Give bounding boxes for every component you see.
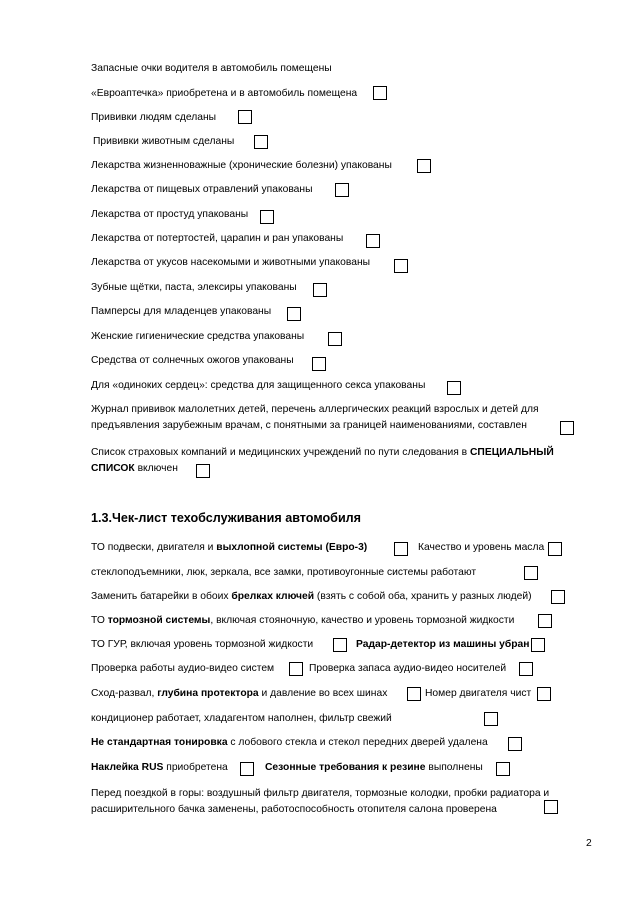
journal-line-1: Журнал прививок малолетних детей, перечень аллергических реакций взрослых и детей для	[91, 404, 539, 415]
checkbox-vital-medicines[interactable]	[417, 159, 431, 173]
service-row-6-media: Проверка запаса аудио-видео носителей	[309, 663, 507, 674]
journal-line-2: предъявления зарубежным врачам, с понятными за границей наименованиями, составлен	[91, 420, 527, 431]
checkbox-power-steering[interactable]	[333, 638, 347, 652]
checkbox-insurance[interactable]	[196, 464, 210, 478]
checkbox-key-batteries[interactable]	[551, 590, 565, 604]
service-row-1-oil: Качество и уровень масла	[418, 542, 545, 553]
checkbox-oil[interactable]	[548, 542, 562, 556]
service-row-2: стеклоподъемники, люк, зеркала, все замки, противоугонные системы работают	[91, 567, 477, 578]
service-row-5: ТО ГУР, включая уровень тормозной жидкости	[91, 639, 314, 650]
service-row-9: Не стандартная тонировка с лобового стекла и стекол передних дверей удалена	[91, 737, 488, 748]
item-toothbrushes: Зубные щётки, паста, элексиры упакованы	[91, 282, 297, 293]
service-row-1: ТО подвески, двигателя и выхлопной системы (Евро-3)	[91, 542, 368, 553]
checkbox-wound-meds[interactable]	[366, 234, 380, 248]
checkbox-brakes[interactable]	[538, 614, 552, 628]
service-row-10-tires: Сезонные требования к резине выполнены	[265, 762, 483, 773]
service-row-10: Наклейка RUS приобретена	[91, 762, 228, 773]
checkbox-vaccinations-animals[interactable]	[254, 135, 268, 149]
item-diapers: Памперсы для младенцев упакованы	[91, 306, 272, 317]
checkbox-audio-video[interactable]	[289, 662, 303, 676]
checkbox-engine-number[interactable]	[537, 687, 551, 701]
service-row-3: Заменить батарейки в обоих брелках ключей (взять с собой оба, хранить у разных людей)	[91, 591, 532, 602]
item-spare-glasses: Запасные очки водителя в автомобиль помещены	[91, 63, 332, 74]
item-sunburn: Средства от солнечных ожогов упакованы	[91, 355, 294, 366]
checkbox-hygiene[interactable]	[328, 332, 342, 346]
checkbox-cold-meds[interactable]	[260, 210, 274, 224]
checkbox-diapers[interactable]	[287, 307, 301, 321]
service-row-6: Проверка работы аудио-видео систем	[91, 663, 275, 674]
checkbox-alignment[interactable]	[407, 687, 421, 701]
service-row-7: Сход-развал, глубина протектора и давление во всех шинах	[91, 688, 388, 699]
checkbox-sunburn[interactable]	[312, 357, 326, 371]
checkbox-mountains[interactable]	[544, 800, 558, 814]
checkbox-tires[interactable]	[496, 762, 510, 776]
checkbox-bite-meds[interactable]	[394, 259, 408, 273]
checkbox-vaccinations-people[interactable]	[238, 110, 252, 124]
checkbox-food-poisoning-meds[interactable]	[335, 183, 349, 197]
checkbox-first-aid-kit[interactable]	[373, 86, 387, 100]
checkbox-tinting[interactable]	[508, 737, 522, 751]
item-wound-meds: Лекарства от потертостей, царапин и ран упакованы	[91, 233, 344, 244]
checkbox-journal[interactable]	[560, 421, 574, 435]
item-vaccinations-animals: Прививки животным сделаны	[93, 136, 235, 147]
item-cold-meds: Лекарства от простуд упакованы	[91, 209, 249, 220]
service-row-4: ТО тормозной системы, включая стояночную, качество и уровень тормозной жидкости	[91, 615, 515, 626]
item-first-aid-kit: «Евроаптечка» приобретена и в автомобиль помещена	[91, 88, 358, 99]
item-vital-medicines: Лекарства жизненноважные (хронические болезни) упакованы	[91, 160, 392, 171]
service-row-5-radar: Радар-детектор из машины убран	[356, 639, 530, 650]
service-row-11-line-1: Перед поездкой в горы: воздушный фильтр двигателя, тормозные колодки, пробки радиатора и	[91, 788, 550, 799]
service-row-7-engine: Номер двигателя чист	[425, 688, 532, 699]
checkbox-toothbrushes[interactable]	[313, 283, 327, 297]
checkbox-rus-sticker[interactable]	[240, 762, 254, 776]
insurance-line-2: СПИСОК включен	[91, 463, 178, 474]
section-title: 1.3.Чек-лист техобслуживания автомобиля	[91, 511, 362, 525]
checkbox-exhaust[interactable]	[394, 542, 408, 556]
item-food-poisoning-meds: Лекарства от пищевых отравлений упакованы	[91, 184, 313, 195]
checkbox-lonely-hearts[interactable]	[447, 381, 461, 395]
item-vaccinations-people: Прививки людям сделаны	[91, 112, 217, 123]
item-bite-meds: Лекарства от укусов насекомыми и животными упакованы	[91, 257, 371, 268]
checkbox-radar[interactable]	[531, 638, 545, 652]
service-row-11-line-2: расширительного бачка заменены, работоспособность отопителя салона проверена	[91, 804, 497, 815]
service-row-8: кондиционер работает, хладагентом наполнен, фильтр свежий	[91, 713, 392, 724]
page-number: 2	[586, 838, 592, 849]
checkbox-windows-locks[interactable]	[524, 566, 538, 580]
insurance-line-1: Список страховых компаний и медицинских учреждений по пути следования в СПЕЦИАЛЬНЫЙ	[91, 447, 554, 458]
checkbox-ac[interactable]	[484, 712, 498, 726]
checkbox-media[interactable]	[519, 662, 533, 676]
item-hygiene: Женские гигиенические средства упакованы	[91, 331, 305, 342]
item-lonely-hearts: Для «одиноких сердец»: средства для защищенного секса упакованы	[91, 380, 426, 391]
